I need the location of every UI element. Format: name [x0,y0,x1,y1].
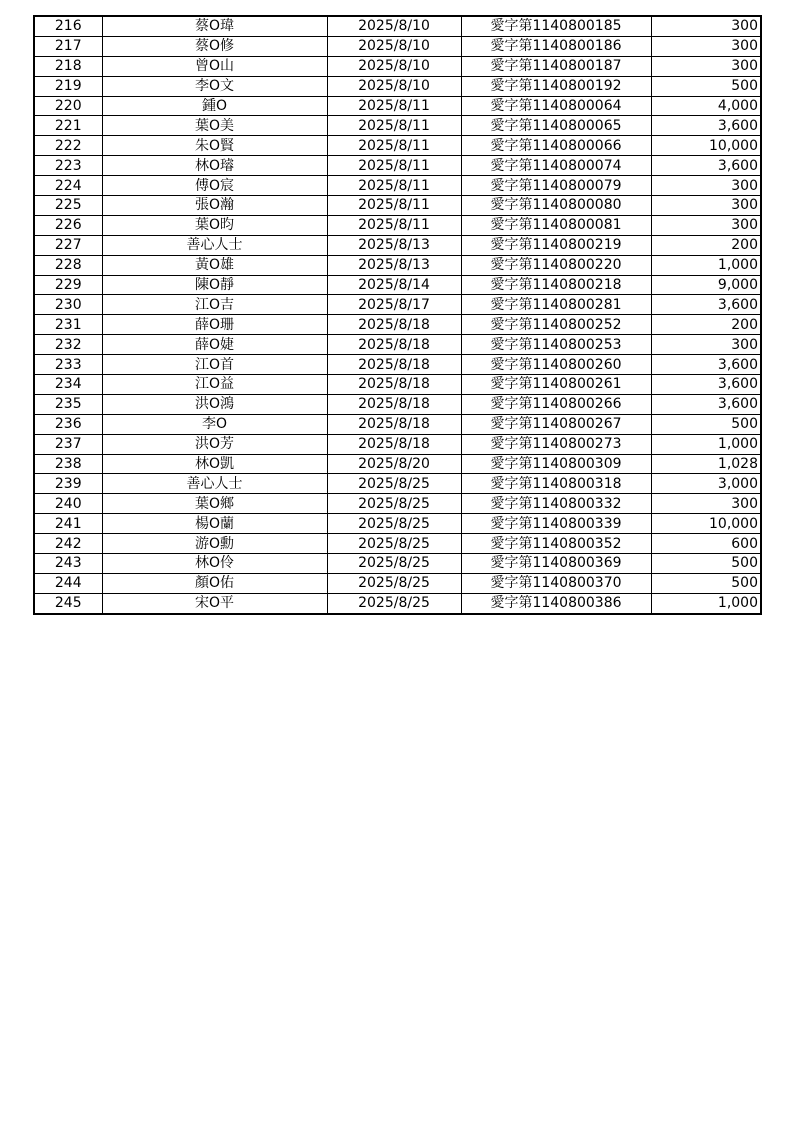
receipt-number-cell: 愛字第1140800218 [461,275,651,295]
receipt-number-cell: 愛字第1140800066 [461,136,651,156]
row-number-cell: 219 [34,76,102,96]
row-number-cell: 245 [34,593,102,613]
donation-date-cell: 2025/8/20 [327,454,461,474]
table-row [34,176,761,196]
donor-name-cell: 李O文 [102,76,327,96]
receipt-number-cell: 愛字第1140800253 [461,335,651,355]
donor-name-cell: 張O瀚 [102,196,327,216]
table-row [34,76,761,96]
donor-name-cell: 洪O芳 [102,434,327,454]
donor-name-cell: 江O吉 [102,295,327,315]
donation-date-cell: 2025/8/18 [327,335,461,355]
amount-cell: 300 [651,215,761,235]
donation-date-cell: 2025/8/18 [327,315,461,335]
row-number-cell: 216 [34,16,102,36]
amount-cell: 500 [651,573,761,593]
table-row [34,215,761,235]
row-number-cell: 217 [34,36,102,56]
amount-cell: 3,600 [651,116,761,136]
receipt-number-cell: 愛字第1140800266 [461,394,651,414]
receipt-number-cell: 愛字第1140800332 [461,494,651,514]
table-row [34,255,761,275]
amount-cell: 3,600 [651,394,761,414]
table-row [34,36,761,56]
row-number-cell: 228 [34,255,102,275]
donation-date-cell: 2025/8/11 [327,136,461,156]
receipt-number-cell: 愛字第1140800081 [461,215,651,235]
donation-date-cell: 2025/8/18 [327,434,461,454]
amount-cell: 300 [651,176,761,196]
amount-cell: 200 [651,315,761,335]
amount-cell: 300 [651,196,761,216]
table-row [34,335,761,355]
donation-date-cell: 2025/8/18 [327,394,461,414]
row-number-cell: 244 [34,573,102,593]
receipt-number-cell: 愛字第1140800074 [461,156,651,176]
table-row [34,156,761,176]
receipt-number-cell: 愛字第1140800186 [461,36,651,56]
donation-date-cell: 2025/8/11 [327,156,461,176]
table-row [34,375,761,395]
receipt-number-cell: 愛字第1140800185 [461,16,651,36]
table-row [34,534,761,554]
row-number-cell: 242 [34,534,102,554]
receipt-number-cell: 愛字第1140800261 [461,375,651,395]
receipt-number-cell: 愛字第1140800260 [461,355,651,375]
donation-date-cell: 2025/8/10 [327,16,461,36]
donor-name-cell: 洪O鴻 [102,394,327,414]
row-number-cell: 231 [34,315,102,335]
table-row [34,116,761,136]
amount-cell: 500 [651,554,761,574]
amount-cell: 3,600 [651,295,761,315]
receipt-number-cell: 愛字第1140800192 [461,76,651,96]
donation-date-cell: 2025/8/17 [327,295,461,315]
table-row [34,474,761,494]
row-number-cell: 240 [34,494,102,514]
donor-name-cell: 朱O賢 [102,136,327,156]
amount-cell: 500 [651,414,761,434]
row-number-cell: 239 [34,474,102,494]
row-number-cell: 232 [34,335,102,355]
receipt-number-cell: 愛字第1140800187 [461,56,651,76]
donor-name-cell: 善心人士 [102,235,327,255]
receipt-number-cell: 愛字第1140800065 [461,116,651,136]
amount-cell: 4,000 [651,96,761,116]
donor-name-cell: 葉O美 [102,116,327,136]
receipt-number-cell: 愛字第1140800339 [461,514,651,534]
table-row [34,434,761,454]
row-number-cell: 234 [34,375,102,395]
receipt-number-cell: 愛字第1140800079 [461,176,651,196]
donation-date-cell: 2025/8/10 [327,76,461,96]
amount-cell: 3,600 [651,355,761,375]
row-number-cell: 236 [34,414,102,434]
donation-date-cell: 2025/8/11 [327,196,461,216]
row-number-cell: 220 [34,96,102,116]
amount-cell: 300 [651,16,761,36]
row-number-cell: 227 [34,235,102,255]
amount-cell: 200 [651,235,761,255]
table-row [34,16,761,36]
receipt-number-cell: 愛字第1140800369 [461,554,651,574]
table-row [34,394,761,414]
donation-date-cell: 2025/8/25 [327,494,461,514]
donor-name-cell: 林O璿 [102,156,327,176]
donor-name-cell: 宋O平 [102,593,327,613]
donation-date-cell: 2025/8/11 [327,96,461,116]
row-number-cell: 235 [34,394,102,414]
table-row [34,414,761,434]
amount-cell: 1,000 [651,434,761,454]
donation-date-cell: 2025/8/25 [327,554,461,574]
receipt-number-cell: 愛字第1140800064 [461,96,651,116]
donation-date-cell: 2025/8/11 [327,176,461,196]
donor-name-cell: 游O勳 [102,534,327,554]
table-row [34,454,761,474]
donation-date-cell: 2025/8/10 [327,36,461,56]
table-row [34,494,761,514]
row-number-cell: 237 [34,434,102,454]
table-row [34,136,761,156]
donor-name-cell: 薛O婕 [102,335,327,355]
donor-name-cell: 江O益 [102,375,327,395]
donation-date-cell: 2025/8/11 [327,215,461,235]
row-number-cell: 221 [34,116,102,136]
amount-cell: 3,000 [651,474,761,494]
row-number-cell: 229 [34,275,102,295]
receipt-number-cell: 愛字第1140800309 [461,454,651,474]
table-row [34,593,761,613]
amount-cell: 1,000 [651,593,761,613]
receipt-number-cell: 愛字第1140800318 [461,474,651,494]
donation-table [33,15,762,615]
donation-date-cell: 2025/8/18 [327,414,461,434]
row-number-cell: 224 [34,176,102,196]
donation-date-cell: 2025/8/14 [327,275,461,295]
table-row [34,514,761,534]
amount-cell: 10,000 [651,136,761,156]
table-row [34,196,761,216]
row-number-cell: 222 [34,136,102,156]
receipt-number-cell: 愛字第1140800252 [461,315,651,335]
table-body [34,16,761,614]
receipt-number-cell: 愛字第1140800273 [461,434,651,454]
amount-cell: 300 [651,494,761,514]
row-number-cell: 233 [34,355,102,375]
donation-date-cell: 2025/8/18 [327,355,461,375]
donation-date-cell: 2025/8/25 [327,573,461,593]
amount-cell: 300 [651,36,761,56]
table-row [34,56,761,76]
donation-date-cell: 2025/8/25 [327,514,461,534]
donation-date-cell: 2025/8/13 [327,235,461,255]
amount-cell: 9,000 [651,275,761,295]
table-row [34,573,761,593]
amount-cell: 10,000 [651,514,761,534]
amount-cell: 3,600 [651,375,761,395]
donor-name-cell: 林O伶 [102,554,327,574]
row-number-cell: 241 [34,514,102,534]
donor-name-cell: 楊O蘭 [102,514,327,534]
receipt-number-cell: 愛字第1140800220 [461,255,651,275]
donor-name-cell: 善心人士 [102,474,327,494]
receipt-number-cell: 愛字第1140800352 [461,534,651,554]
donation-date-cell: 2025/8/11 [327,116,461,136]
donation-date-cell: 2025/8/25 [327,474,461,494]
donation-date-cell: 2025/8/13 [327,255,461,275]
row-number-cell: 226 [34,215,102,235]
receipt-number-cell: 愛字第1140800386 [461,593,651,613]
donor-name-cell: 江O首 [102,355,327,375]
receipt-number-cell: 愛字第1140800267 [461,414,651,434]
table-row [34,96,761,116]
donor-name-cell: 林O凱 [102,454,327,474]
table-row [34,235,761,255]
table-row [34,554,761,574]
row-number-cell: 230 [34,295,102,315]
donation-date-cell: 2025/8/10 [327,56,461,76]
donor-name-cell: 葉O昀 [102,215,327,235]
donation-date-cell: 2025/8/25 [327,593,461,613]
amount-cell: 1,028 [651,454,761,474]
receipt-number-cell: 愛字第1140800281 [461,295,651,315]
table-row [34,295,761,315]
donor-name-cell: 鍾O [102,96,327,116]
donor-name-cell: 顏O佑 [102,573,327,593]
donor-name-cell: 傅O宸 [102,176,327,196]
amount-cell: 3,600 [651,156,761,176]
receipt-number-cell: 愛字第1140800080 [461,196,651,216]
amount-cell: 300 [651,335,761,355]
row-number-cell: 218 [34,56,102,76]
row-number-cell: 238 [34,454,102,474]
donor-name-cell: 蔡O修 [102,36,327,56]
donor-name-cell: 李O [102,414,327,434]
donor-name-cell: 薛O珊 [102,315,327,335]
table-row [34,355,761,375]
row-number-cell: 243 [34,554,102,574]
amount-cell: 1,000 [651,255,761,275]
donor-name-cell: 陳O靜 [102,275,327,295]
amount-cell: 300 [651,56,761,76]
receipt-number-cell: 愛字第1140800370 [461,573,651,593]
donation-date-cell: 2025/8/25 [327,534,461,554]
row-number-cell: 223 [34,156,102,176]
table-row [34,315,761,335]
amount-cell: 600 [651,534,761,554]
donor-name-cell: 黃O雄 [102,255,327,275]
table-row [34,275,761,295]
donation-date-cell: 2025/8/18 [327,375,461,395]
receipt-number-cell: 愛字第1140800219 [461,235,651,255]
donor-name-cell: 葉O鄉 [102,494,327,514]
donor-name-cell: 蔡O瑋 [102,16,327,36]
amount-cell: 500 [651,76,761,96]
donor-name-cell: 曾O山 [102,56,327,76]
row-number-cell: 225 [34,196,102,216]
